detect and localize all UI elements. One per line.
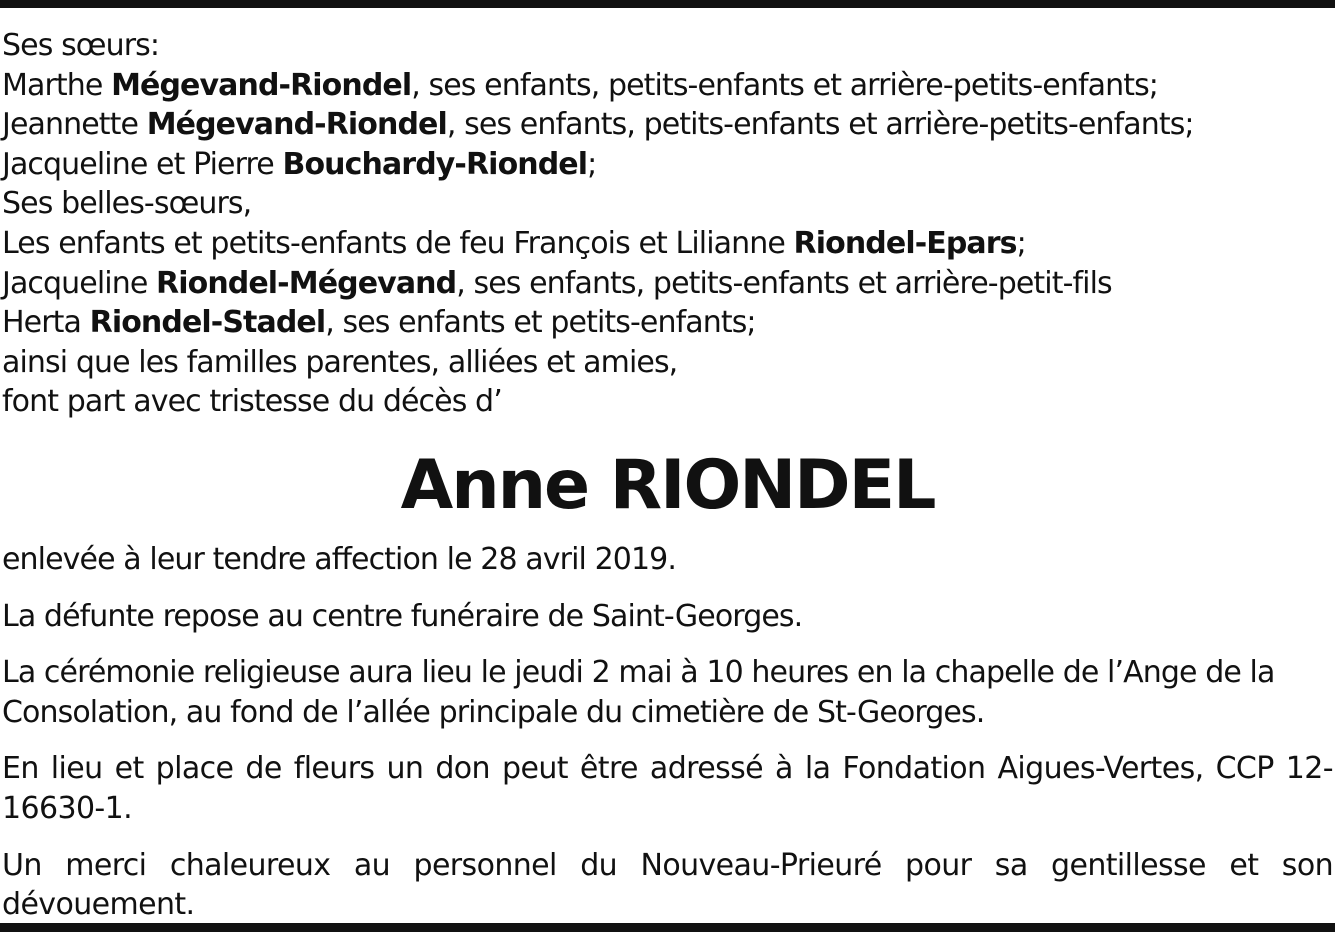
detail-death-date: enlevée à leur tendre affection le 28 avril 2019. <box>2 541 676 577</box>
family-text: Herta <box>2 305 90 341</box>
family-text: Jacqueline <box>2 265 157 301</box>
family-text: Marthe <box>2 67 112 103</box>
detail-ceremony: La cérémonie religieuse aura lieu le jeudi 2 mai à 10 heures en la chapelle de l’Ange de la Consolation, au fond de l’allée principale du cimetière de St-Georges. <box>2 655 1275 730</box>
family-text: , ses enfants, petits-enfants et arrière-petit-fils <box>456 265 1112 301</box>
family-line-6 <box>2 224 1333 264</box>
family-text: Ses sœurs: <box>2 28 160 63</box>
family-text: Les enfants et petits-enfants de feu François et Lilianne <box>2 225 794 261</box>
bottom-rule <box>0 923 1335 932</box>
top-rule <box>0 0 1335 8</box>
family-line-4 <box>2 145 1333 185</box>
family-line-2 <box>2 66 1333 106</box>
family-text: , ses enfants et petits-enfants; <box>325 305 756 341</box>
family-text: ainsi que les familles parentes, alliées et amies, <box>2 344 678 380</box>
family-line-1 <box>2 26 1333 66</box>
family-text: ; <box>1016 225 1026 261</box>
family-surname: Bouchardy-Riondel <box>282 146 588 182</box>
family-text: Jeannette <box>2 107 147 143</box>
family-surname: Mégevand-Riondel <box>146 107 447 143</box>
family-line-10 <box>2 382 1333 422</box>
family-line-8 <box>2 303 1333 343</box>
family-line-9 <box>2 343 1333 383</box>
family-surname: Riondel-Stadel <box>89 305 326 341</box>
detail-resting-place: La défunte repose au centre funéraire de Saint-Georges. <box>2 598 803 634</box>
obituary-notice <box>2 26 1333 942</box>
family-line-5 <box>2 184 1333 224</box>
family-line-7 <box>2 264 1333 304</box>
family-surname: Riondel-Mégevand <box>156 265 457 301</box>
family-text: , ses enfants, petits-enfants et arrière-petits-enfants; <box>446 107 1194 143</box>
family-text: Jacqueline et Pierre <box>2 146 283 182</box>
family-text: Ses belles-sœurs, <box>2 186 252 222</box>
family-text: font part avec tristesse du décès d’ <box>2 384 502 420</box>
deceased-name: Anne RIONDEL <box>400 445 935 525</box>
detail-thanks: Un merci chaleureux au personnel du Nouveau-Prieuré pour sa gentillesse et son dévouement. <box>2 847 1333 923</box>
family-text: , ses enfants, petits-enfants et arrière-petits-enfants; <box>411 67 1159 103</box>
family-line-3 <box>2 105 1333 145</box>
family-surname: Riondel-Epars <box>793 225 1017 261</box>
family-surname: Mégevand-Riondel <box>111 67 412 103</box>
detail-donation: En lieu et place de fleurs un don peut être adressé à la Fondation Aigues-Vertes, CCP 12-16630-1. <box>2 751 1333 826</box>
family-text: ; <box>587 146 597 182</box>
